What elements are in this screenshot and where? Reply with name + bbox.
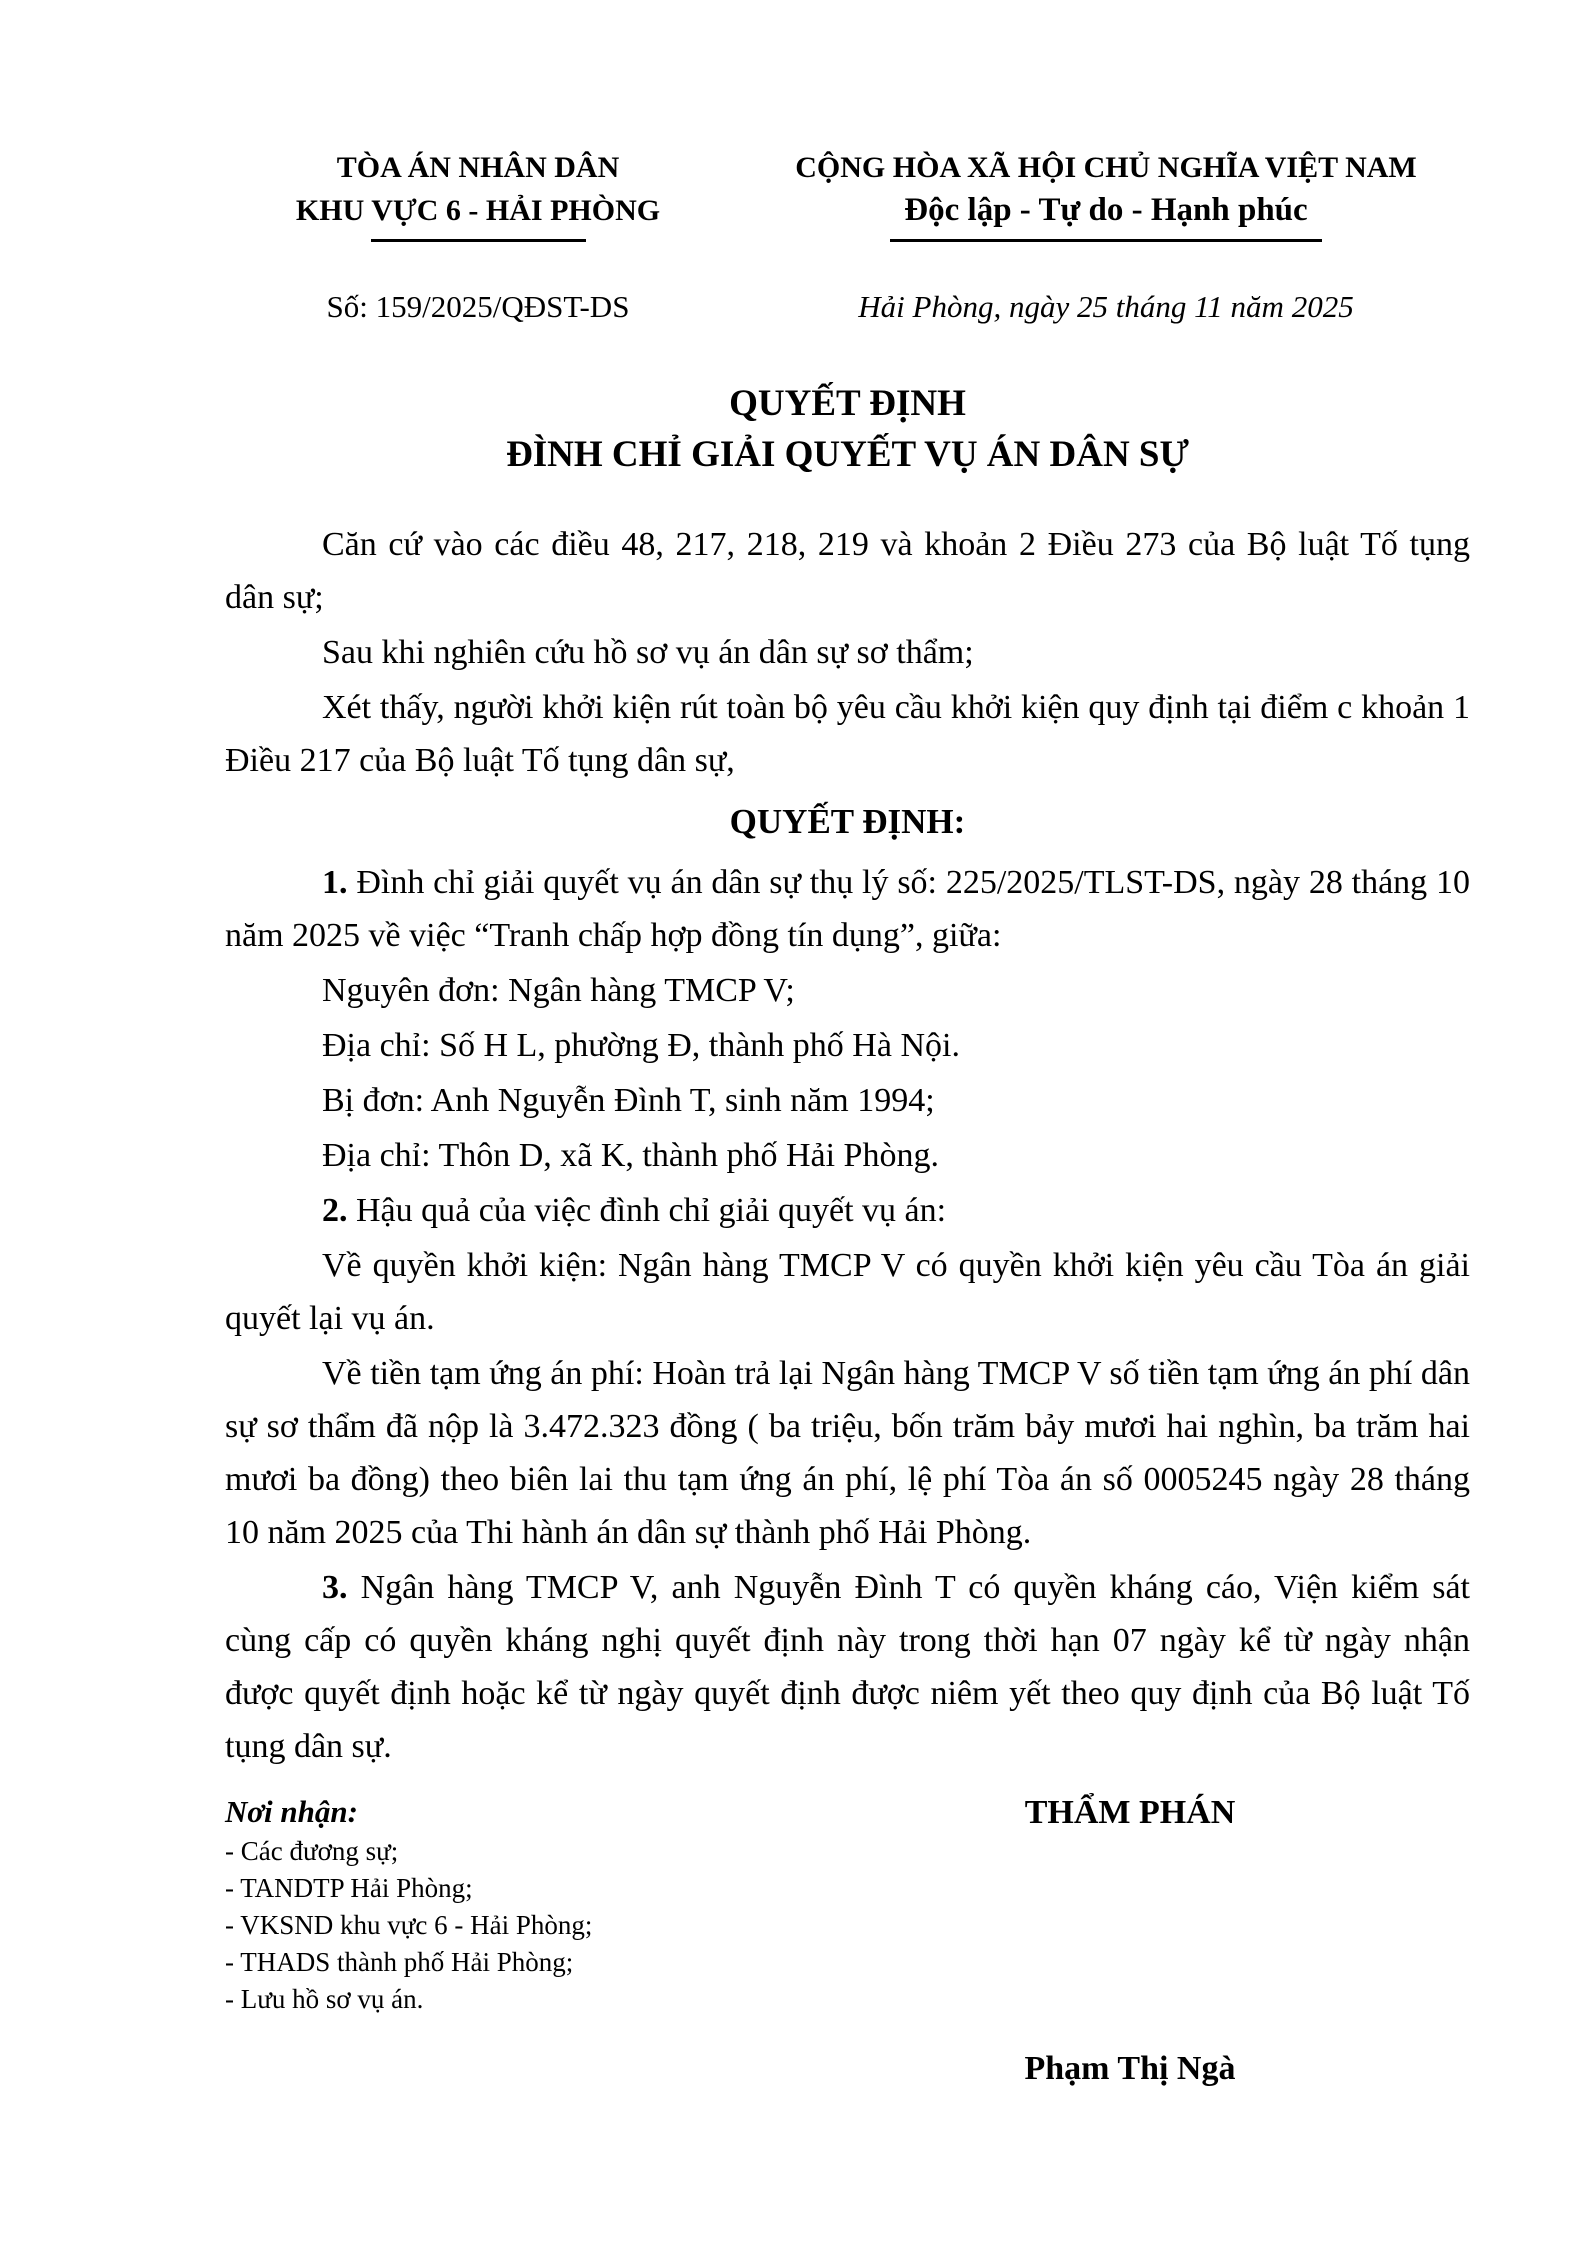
meta-row [0,286,1586,328]
item-2-number: 2. [322,1192,348,1229]
item-1-number: 1. [322,864,348,901]
preamble-paragraph-1: Căn cứ vào các điều 48, 217, 218, 219 và khoản 2 Điều 273 của Bộ luật Tố tụng dân sự; [225,526,1470,616]
judge-name: Phạm Thị Ngà [1024,2050,1236,2087]
decision-heading: QUYẾT ĐỊNH: [729,802,966,841]
document-title: QUYẾT ĐỊNH [729,383,966,424]
decision-item-2 [225,1184,1470,1237]
recipient-item: - TANDTP Hải Phòng; [225,1873,473,1903]
item-3-number: 3. [322,1569,348,1606]
document-body [225,518,1470,1773]
court-header-underline [371,239,586,242]
national-motto: Độc lập - Tự do - Hạnh phúc [904,192,1308,228]
defendant-line: Bị đơn: Anh Nguyễn Đình T, sinh năm 1994; [322,1082,935,1119]
preamble-paragraph-3: Xét thấy, người khởi kiện rút toàn bộ yêu cầu khởi kiện quy định tại điểm c khoản 1 Điều 217 của Bộ luật Tố tụng dân sự, [225,689,1470,779]
preamble-paragraph-2: Sau khi nghiên cứu hồ sơ vụ án dân sự sơ thẩm; [322,634,974,671]
recipients-block [225,1791,790,2018]
defendant-address-line: Địa chỉ: Thôn D, xã K, thành phố Hải Phòng. [322,1137,939,1174]
motto-underline [890,239,1322,242]
title-block [225,378,1470,480]
item-2-text: Hậu quả của việc đình chỉ giải quyết vụ án: [347,1192,947,1229]
place-date: Hải Phòng, ngày 25 tháng 11 năm 2025 [858,289,1354,324]
recipient-item: - THADS thành phố Hải Phòng; [225,1947,574,1977]
recipients-list [225,1833,790,2018]
document-header [0,0,1586,242]
recipient-item: - Các đương sự; [225,1836,399,1866]
fee-refund-paragraph: Về tiền tạm ứng án phí: Hoàn trả lại Ngân hàng TMCP V số tiền tạm ứng án phí dân sự sơ thẩm đã nộp là 3.472.323 đồng ( ba triệu, bốn trăm bảy mươi hai nghìn, ba trăm hai mươi ba đồng) theo biên lai thu tạm ứng án phí, lệ phí Tòa án số 0005245 ngày 28 tháng 10 năm 2025 của Thi hành án dân sự thành phố Hải Phòng. [225,1355,1470,1551]
right-to-sue-paragraph: Về quyền khởi kiện: Ngân hàng TMCP V có quyền khởi kiện yêu cầu Tòa án giải quyết lại vụ án. [225,1247,1470,1337]
decision-item-1 [225,856,1470,962]
recipient-item: - VKSND khu vực 6 - Hải Phòng; [225,1910,593,1940]
recipients-label: Nơi nhận: [225,1794,358,1829]
recipient-item: - Lưu hồ sơ vụ án. [225,1984,424,2014]
judge-title: THẨM PHÁN [1024,1794,1236,1831]
plaintiff-address-line: Địa chỉ: Số H L, phường Đ, thành phố Hà Nội. [322,1027,960,1064]
plaintiff-line: Nguyên đơn: Ngân hàng TMCP V; [322,972,795,1009]
item-1-text: Đình chỉ giải quyết vụ án dân sự thụ lý số: 225/2025/TLST-DS, ngày 28 tháng 10 năm 2025 về việc “Tranh chấp hợp đồng tín dụng”, giữa: [225,864,1470,954]
court-name-line1: TÒA ÁN NHÂN DÂN [336,151,620,184]
document-subtitle: ĐÌNH CHỈ GIẢI QUYẾT VỤ ÁN DÂN SỰ [506,434,1189,475]
court-name-line2: KHU VỰC 6 - HẢI PHÒNG [295,194,661,227]
signature-block [790,1791,1470,2091]
doc-number: Số: 159/2025/QĐST-DS [326,289,630,324]
decision-item-3 [225,1561,1470,1773]
court-header [158,146,798,242]
item-3-text: Ngân hàng TMCP V, anh Nguyễn Đình T có quyền kháng cáo, Viện kiểm sát cùng cấp có quyền kháng nghị quyết định này trong thời hạn 07 ngày kể từ ngày nhận được quyết định hoặc kể từ ngày quyết định được niêm yết theo quy định của Bộ luật Tố tụng dân sự. [225,1569,1470,1765]
national-header [756,146,1456,242]
national-title: CỘNG HÒA XÃ HỘI CHỦ NGHĨA VIỆT NAM [795,151,1417,184]
document-footer [225,1791,1470,2091]
